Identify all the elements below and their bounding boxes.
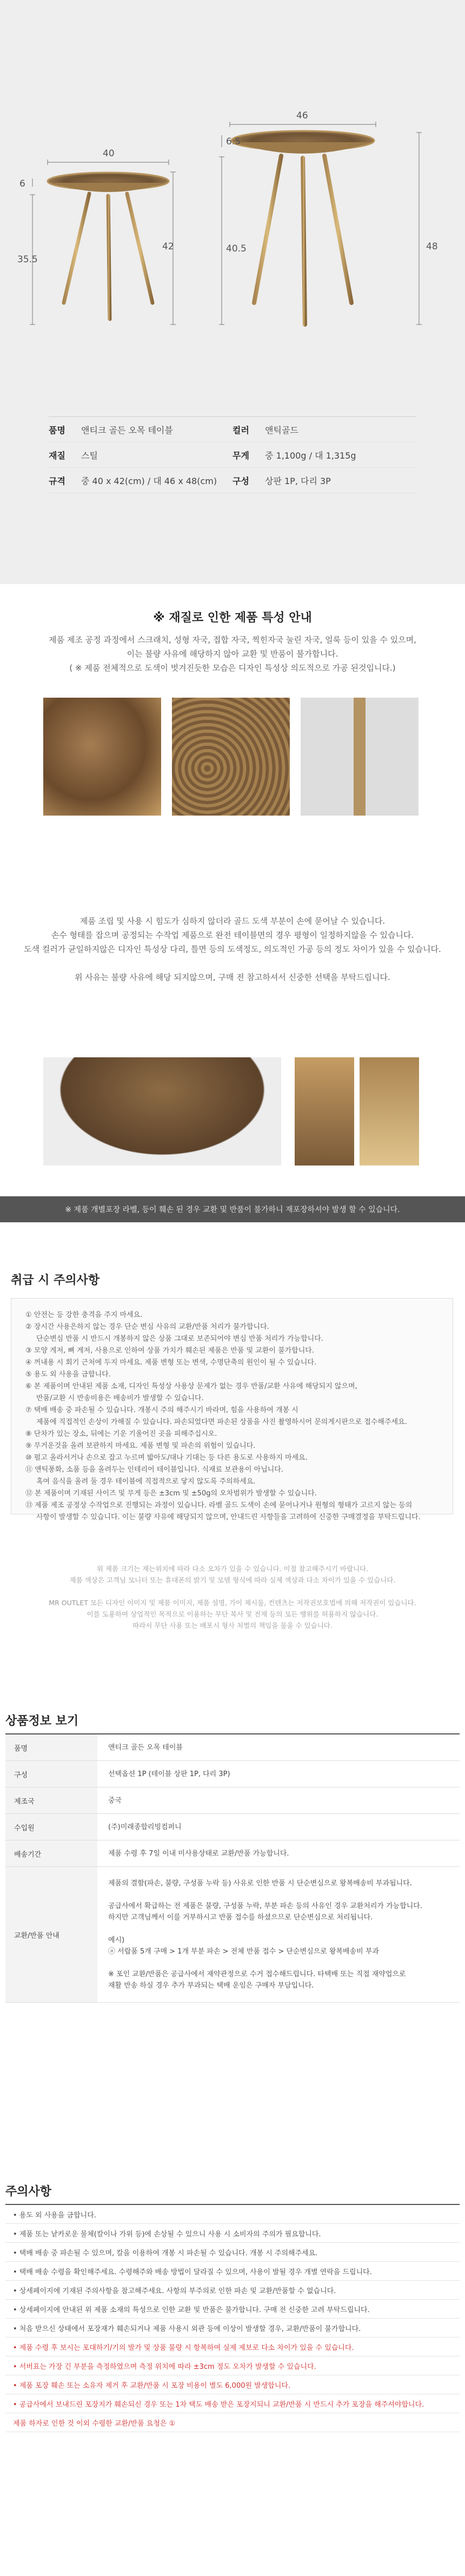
disclaimer-line: 이를 도용하여 상업적인 목적으로 이용하는 무단 복사 및 전재 등의 모든 행위를 허용하지 않습니다. [87, 1610, 378, 1618]
warning-item: • 상세페이지에 안내된 위 제품 소재의 특성으로 인한 교환 및 반품은 불가합니다. 구매 전 신중한 고려 부탁드립니다. [5, 2300, 460, 2319]
small-total-height-label: 35.5 [17, 254, 38, 265]
info-row [5, 1840, 460, 1867]
care-line: ⑧ 단차가 있는 장소, 뒤에는 기운 기울어진 곳을 피해주십시오. [25, 1430, 217, 1438]
care-line: ⑫ 본 제품이며 기재된 사이즈 및 무게 등은 ±3cm 및 ±50g의 오차범위가 발생할 수 있습니다. [25, 1489, 317, 1498]
paint-line [0, 956, 465, 970]
info-value-line: ※ 포인 교환/반품은 공급사에서 재약관정으로 수거 접수해드립니다. 타택배 또는 직접 재약업으로 [108, 1970, 406, 1978]
info-key: 배송기간 [5, 1840, 97, 1866]
warning-item: • 제품 포장 훼손 또는 소유자 제거 후 교환/반품 시 포장 비용이 별도 6,000원 발생합니다. [5, 2375, 460, 2394]
warning-item: • 제품 또는 낱카로운 물체(칼이나 가위 등)에 손상될 수 있으니 사용 시 소비자의 주의가 필요합니다. [5, 2224, 460, 2243]
product-info-title: 상품정보 보기 [5, 1714, 79, 1728]
care-line: ① 안전는 등 강한 충격을 주지 마세요. [25, 1311, 143, 1319]
spec-key: 재질 [49, 450, 65, 461]
large-table-illustration [231, 131, 374, 325]
info-row [5, 1814, 460, 1840]
spec-cell [232, 449, 416, 461]
spec-row [49, 417, 416, 442]
care-line: 제품에 직접적인 손상이 가해질 수 있습니다. 파손되었다면 파손된 상품을 사진 촬영하시어 문의게시판으로 접수해주세요. [36, 1418, 407, 1426]
info-value-line: 앤티크 골든 오목 테이블 [108, 1743, 183, 1752]
texture-photo-1 [43, 698, 161, 816]
disclaimer-line: 위 제품 크기는 재는위치에 따라 다소 오차가 있을 수 있습니다. 이점 참고해주시기 바랍니다. [96, 1565, 369, 1573]
info-value-line: 공급사에서 확급하는 전 제품은 불량, 구성품 누락, 부분 파손 등의 사유인 경우 교환처리가 가능합니다. [108, 1902, 422, 1910]
warning-item: • 제품 수령 후 보시는 포대하기/기의 발가 및 상품 불량 시 항복하여 실제 제보로 다소 차이가 있을 수 있습니다. [5, 2337, 460, 2356]
info-value-line: 재활 반송 하실 경우 추가 부과되는 택배 운임은 구매자 부담입니다. [108, 1982, 314, 1990]
info-value-line: 선택옵션 1P (테이블 상판 1P, 다리 3P) [108, 1770, 230, 1778]
material-notice-text [0, 633, 465, 675]
warnings-title: 주의사항 [5, 2185, 52, 2198]
texture-photo-3 [301, 698, 418, 816]
info-value [97, 1761, 460, 1787]
info-key: 구성 [5, 1761, 97, 1787]
large-top-height-label: 6.5 [226, 136, 241, 147]
large-leg-height-label: 48 [426, 241, 438, 252]
disclaimer-line: 따라서 무단 사용 또는 배포시 형사 처벌의 책임을 물을 수 있습니다. [132, 1621, 333, 1630]
paint-line: 손수 형태를 잡으며 공정되는 수작업 제품으로 완전 테이블면의 경우 평형이 일정하지않을 수 있습니다. [51, 930, 414, 940]
small-width-label: 40 [103, 148, 115, 159]
product-info-table [5, 1733, 460, 2003]
spec-value: 앤틱골드 [265, 425, 298, 435]
large-total-height-label: 40.5 [226, 243, 247, 254]
spec-key: 구성 [232, 475, 249, 486]
care-line: 사항이 발생할 수 있습니다. 이는 불량 사유에 해당되지 않으며, 안내드린 사항들을 고려하여 신중한 구매결정을 부탁드립니다. [36, 1513, 421, 1521]
packaging-notice-bar: ※ 제품 개별포장 라벨, 등이 훼손 된 경우 교환 및 반품이 불가하니 재포장하셔야 발생 할 수 있습니다. [0, 1196, 465, 1222]
spec-cell [49, 423, 232, 436]
leg-photo-2 [360, 1057, 419, 1166]
info-value [97, 1787, 460, 1813]
care-line: ③ 모양 게저, 뼈 게저, 사용으로 인하여 상품 가치가 훼손된 제품은 반품 및 교환이 불가합니다. [25, 1347, 314, 1355]
warning-item: • 택배 배송 중 파손될 수 있으며, 칼을 이용하여 개봉 시 파손될 수 있습니다. 개봉 시 주의해주세요. [5, 2243, 460, 2262]
spec-value: 앤티크 골든 오목 테이블 [81, 425, 173, 435]
small-top-height-label: 6 [19, 178, 25, 189]
care-line: 반품/교환 시 반송비용은 배송비가 발생할 수 있습니다. [36, 1394, 204, 1402]
warning-item: • 공급사에서 보내드린 포장지가 훼손되신 경우 또는 1차 택도 배송 받은 포장지되니 교환/반품 시 반드시 추가 포장을 해주셔야합니다. [5, 2394, 460, 2413]
warning-item: • 용도 외 사용을 금합니다. [5, 2205, 460, 2224]
material-line: ( ※ 제품 전체적으로 도색이 벗겨진듯한 모습은 디자인 특성상 의도적으로 가공 된것입니다.) [69, 663, 396, 673]
care-line: ④ 꺼내용 시 회기 근처에 두지 마세요. 제품 변형 또는 변색, 수명단축의 원인이 될 수 있습니다. [25, 1359, 317, 1367]
warnings-list [5, 2204, 460, 2432]
care-box [11, 1298, 453, 1521]
info-value-line [108, 1889, 449, 1900]
warning-item: • 처음 받으신 상태에서 포장재가 훼손되거나 제품 사용시 외관 등에 이상이 발생할 경우, 교환/반품이 불가합니다. [5, 2319, 460, 2337]
warning-item: • 상세페이지에 기재된 주의사항을 참고해주세요. 사항의 부주의로 인한 파손 및 교환/반품할 수 없습니다. [5, 2281, 460, 2300]
care-line: ⑤ 용도 외 사용을 금합니다. [25, 1370, 111, 1379]
spec-cell [232, 474, 416, 487]
spec-value: 중 1,100g / 대 1,315g [265, 450, 356, 461]
spec-key: 품명 [49, 425, 65, 435]
info-row [5, 1761, 460, 1787]
paint-line: 위 사유는 불량 사유에 해당 되지않으며, 구매 전 참고하셔서 신중한 선택을 부탁드립니다. [75, 972, 390, 982]
spec-cell [49, 449, 232, 461]
spec-row [49, 442, 416, 468]
care-line: ⑪ 앤틱풍화, 소품 등을 올려두는 인테리어 테이블입니다. 식재료 보관용이 아닙니다. [25, 1466, 284, 1474]
spec-value: 상판 1P, 다리 3P [265, 475, 331, 486]
care-line: 혹여 음식을 올려 둘 경우 테이블에 직접적으로 닿지 않도록 주의하세요. [36, 1478, 256, 1486]
info-value-line: 제품의 결함(파손, 불량, 구성품 누락 등) 사유로 인한 반품 시 단순변심으로 왕복배송비 부과됩니다. [108, 1879, 412, 1888]
care-line: 단순변심 반품 시 반드시 개봉하지 않은 상품 그대로 보존되어야 변심 반품 처리가 가능합니다. [36, 1335, 323, 1343]
care-line: ⑩ 펄고 올라서거나 손으로 잡고 누르며 밟아도/대나 기대는 등 다른 용도로 사용하지 마세요. [25, 1454, 308, 1462]
info-value [97, 1840, 460, 1866]
info-value-line: ⓐ 서랍품 5개 구매 > 1개 부분 파손 > 전체 반품 접수 > 단순변심으로 왕복배송비 부과 [108, 1948, 379, 1956]
warning-item: • 서버표는 가장 긴 부분을 측정하였으며 측정 위치에 따라 ±3cm 정도 오차가 발생할 수 있습니다. [5, 2356, 460, 2375]
warning-item: • 택배 배송 수령을 확인해주세요. 수령해주와 배송 방법이 달라질 수 있으며, 사용이 발될 경우 개별 연락을 드립니다. [5, 2262, 460, 2281]
leg-photo-1 [295, 1057, 354, 1166]
dimension-lines [30, 122, 422, 325]
disclaimer-line [0, 1586, 465, 1597]
care-line: ⑥ 본 제품이며 안내된 제품 소재, 디자인 특성상 사용상 문제가 없는 경우 반품/교환 사유에 해당되지 않으며, [25, 1382, 357, 1390]
info-value-line: 중국 [108, 1796, 122, 1805]
info-value-line: 예시) [108, 1936, 125, 1944]
care-line: ⑦ 택배 배송 중 파손될 수 있습니다. 개봉시 주의 해주시기 바라며, 힘을 사용하여 개봉 시 [25, 1406, 298, 1414]
info-key: 품명 [5, 1734, 97, 1760]
info-value [97, 1867, 460, 2002]
material-notice-title: ※ 재질로 인한 제품 특성 안내 [153, 611, 312, 625]
care-line: ⑨ 무거운것을 올려 보관하지 마세요. 제품 변형 및 파손의 위험이 있습니다. [25, 1442, 256, 1450]
info-key: 교환/반품 안내 [5, 1867, 97, 2002]
spec-cell [232, 423, 416, 436]
spec-key: 무게 [232, 450, 249, 461]
info-value-line: (주)미래종합리빙컴퍼니 [108, 1823, 182, 1831]
info-value-line [108, 1923, 449, 1935]
spec-cell [49, 474, 232, 487]
spec-key: 컬러 [232, 425, 249, 435]
care-line: ⑬ 제품 제조 공정상 수작업으로 진행되는 과정이 있습니다. 라벨 골드 도색이 손에 묻어나거나 원형의 형태가 고르지 않는 등의 [25, 1501, 413, 1509]
spec-value: 중 40 x 42(cm) / 대 46 x 48(cm) [81, 475, 217, 486]
info-value-line [108, 1957, 449, 1969]
small-leg-height-label: 42 [162, 241, 174, 252]
care-line: ② 장시간 사용은하지 않는 경우 단순 변심 사유의 교환/반품 처리가 불가합니다. [25, 1323, 269, 1331]
spec-table [49, 416, 416, 493]
warning-item: 제품 하자로 인한 것 이외 수령한 교환/반품 요청은 ① [5, 2413, 460, 2432]
disclaimer-line: 제품 색상은 고객님 모니터 또는 휴대폰의 밝기 및 모델 형식에 따라 실제 색상과 다소 차이가 있을 수 있습니다. [69, 1576, 396, 1584]
large-width-label: 46 [296, 110, 308, 121]
dimension-diagram [0, 0, 465, 389]
material-line: 이는 불량 사유에 해당하지 않아 교환 및 반품이 불가합니다. [127, 649, 338, 659]
spec-row [49, 468, 416, 493]
spec-value: 스틸 [81, 450, 98, 461]
small-table-illustration [48, 173, 169, 319]
disclaimer-line: MR OUTLET 모든 디자인 이미지 및 제품 이미지, 제품 설명, 가이 제시물, 컨텐츠는 저작권보호법에 의해 저작권이 있습니다. [49, 1599, 416, 1607]
paint-line: 제품 조립 및 사용 시 힘도가 심하지 않더라 골드 도색 부분이 손에 묻어날 수 있습니다. [79, 916, 386, 926]
paint-notice-text [0, 914, 465, 984]
info-row [5, 1867, 460, 2003]
care-title: 취급 시 주의사항 [11, 1274, 100, 1287]
info-value-line: 하지만 고객님께서 이를 거부하시고 반품 접수를 하셨으므로 단순변심으로 처리됩니다. [108, 1913, 373, 1922]
info-row [5, 1734, 460, 1761]
info-key: 제조국 [5, 1787, 97, 1813]
texture-photo-2 [172, 698, 290, 816]
info-value [97, 1814, 460, 1840]
info-row [5, 1787, 460, 1814]
spec-key: 규격 [49, 475, 65, 486]
material-line: 제품 제조 공정 과정에서 스크래치, 성형 자국, 접합 자국, 찍힌자국 눌린 자국, 얼룩 등이 있을 수 있으며, [49, 635, 416, 645]
disclaimer-note [0, 1563, 465, 1631]
bowl-photo-large [43, 1057, 281, 1166]
info-key: 수입원 [5, 1814, 97, 1840]
info-value [97, 1734, 460, 1760]
paint-line: 도색 컬러가 균일하지않은 디자인 특성상 다리, 틀면 등의 도색정도, 의도적인 가공 등의 정도 차이가 있을 수 있습니다. [24, 944, 441, 954]
info-value-line: 제품 수령 후 7일 이내 미사용상태로 교환/반품 가능합니다. [108, 1849, 289, 1858]
